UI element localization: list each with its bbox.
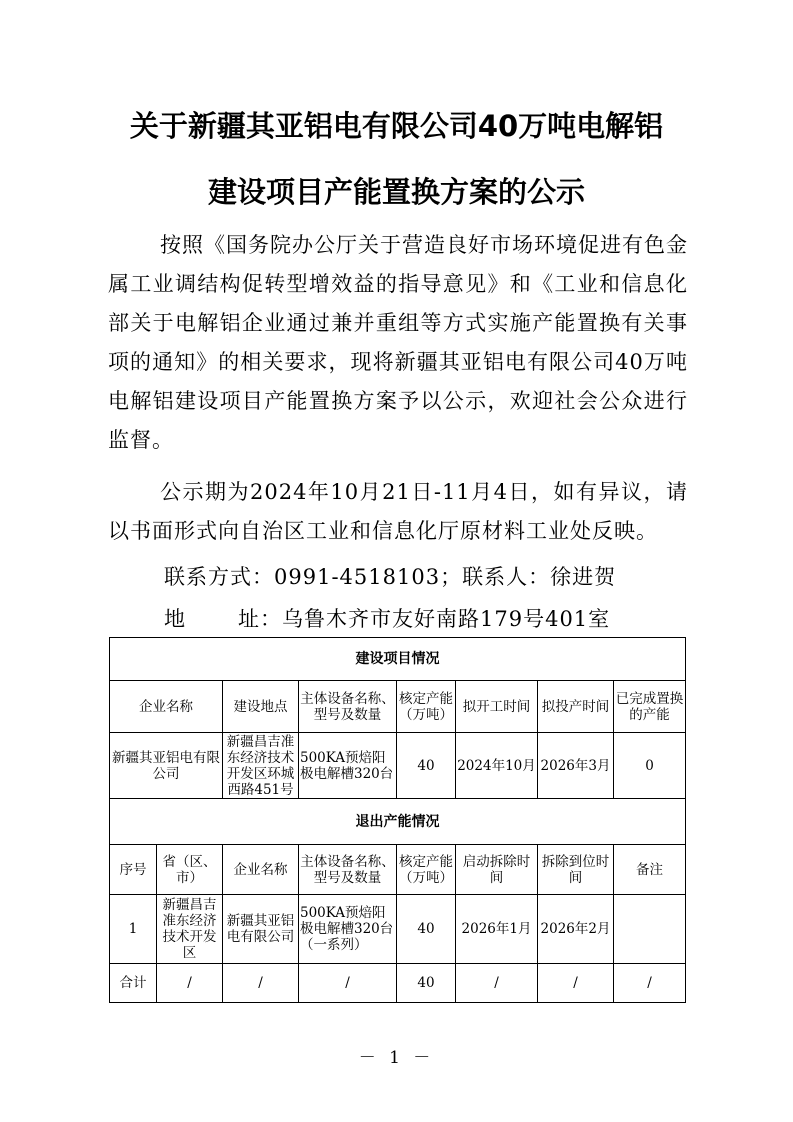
header-planned-production: 拟投产时间 — [538, 681, 614, 733]
header-dismantle-complete: 拆除到位时间 — [538, 845, 614, 895]
address-info — [164, 601, 610, 637]
objection-paragraph: 公示期为2024年10月21日-11月4日，如有异议，请以书面形式向自治区工业和信息化厅原材料工业处反映。 — [108, 480, 688, 543]
total-province: / — [157, 964, 223, 1003]
total-company: / — [223, 964, 299, 1003]
total-dismantle-complete: / — [538, 964, 614, 1003]
exit-equipment: 500KA预焙阳极电解槽320台（一系列） — [299, 895, 397, 964]
header-planned-start: 拟开工时间 — [456, 681, 538, 733]
contact-info: 联系方式：0991-4518103；联系人：徐进贺 — [164, 565, 617, 589]
capacity-replacement-table — [109, 637, 686, 1003]
exit-dismantle-complete: 2026年2月 — [538, 895, 614, 964]
document-title-line-2: 建设项目产能置换方案的公示 — [207, 175, 585, 209]
header-exit-company: 企业名称 — [223, 845, 299, 895]
construction-equipment: 500KA预焙阳极电解槽320台 — [299, 733, 397, 799]
construction-capacity: 40 — [397, 733, 456, 799]
header-serial-number: 序号 — [110, 845, 157, 895]
construction-site: 新疆昌吉准东经济技术开发区环城西路451号 — [223, 733, 299, 799]
header-company-name: 企业名称 — [110, 681, 223, 733]
announcement-paragraph: 按照《国务院办公厅关于营造良好市场环境促进有色金属工业调结构促转型增效益的指导意见》和《工业和信息化部关于电解铝企业通过兼并重组等方式实施产能置换有关事项的通知》的相关要求，现将新疆其亚铝电有限公司40万吨电解铝建设项目产能置换方案予以公示，欢迎社会公众进行监督。 — [108, 233, 688, 452]
total-equipment: / — [299, 964, 397, 1003]
exit-capacity: 40 — [397, 895, 456, 964]
exit-dismantle-start: 2026年1月 — [456, 895, 538, 964]
header-main-equipment: 主体设备名称、型号及数量 — [299, 681, 397, 733]
construction-production-time: 2026年3月 — [538, 733, 614, 799]
exit-section-title: 退出产能情况 — [110, 799, 686, 845]
header-replaced-capacity: 已完成置换的产能 — [614, 681, 686, 733]
total-remarks: / — [614, 964, 686, 1003]
document-title-line-1: 关于新疆其亚铝电有限公司40万吨电解铝 — [129, 109, 664, 143]
total-capacity: 40 — [397, 964, 456, 1003]
header-remarks: 备注 — [614, 845, 686, 895]
header-approved-capacity: 核定产能（万吨） — [397, 681, 456, 733]
address-value: 乌鲁木齐市友好南路179号401室 — [282, 607, 611, 631]
exit-serial-number: 1 — [110, 895, 157, 964]
header-exit-capacity: 核定产能（万吨） — [397, 845, 456, 895]
header-construction-site: 建设地点 — [223, 681, 299, 733]
page-number: － 1 － — [358, 1048, 435, 1068]
header-province: 省（区、市） — [157, 845, 223, 895]
address-label-part-2: 址： — [238, 607, 282, 631]
header-exit-equipment: 主体设备名称、型号及数量 — [299, 845, 397, 895]
exit-company-name: 新疆其亚铝电有限公司 — [223, 895, 299, 964]
exit-remarks — [614, 895, 686, 964]
exit-province: 新疆昌吉准东经济技术开发区 — [157, 895, 223, 964]
total-label: 合计 — [110, 964, 157, 1003]
header-dismantle-start: 启动拆除时间 — [456, 845, 538, 895]
construction-start-time: 2024年10月 — [456, 733, 538, 799]
total-dismantle-start: / — [456, 964, 538, 1003]
construction-section-title: 建设项目情况 — [110, 638, 686, 681]
construction-company-name: 新疆其亚铝电有限公司 — [110, 733, 223, 799]
address-label-part-1: 地 — [164, 607, 186, 631]
construction-replaced-capacity: 0 — [614, 733, 686, 799]
